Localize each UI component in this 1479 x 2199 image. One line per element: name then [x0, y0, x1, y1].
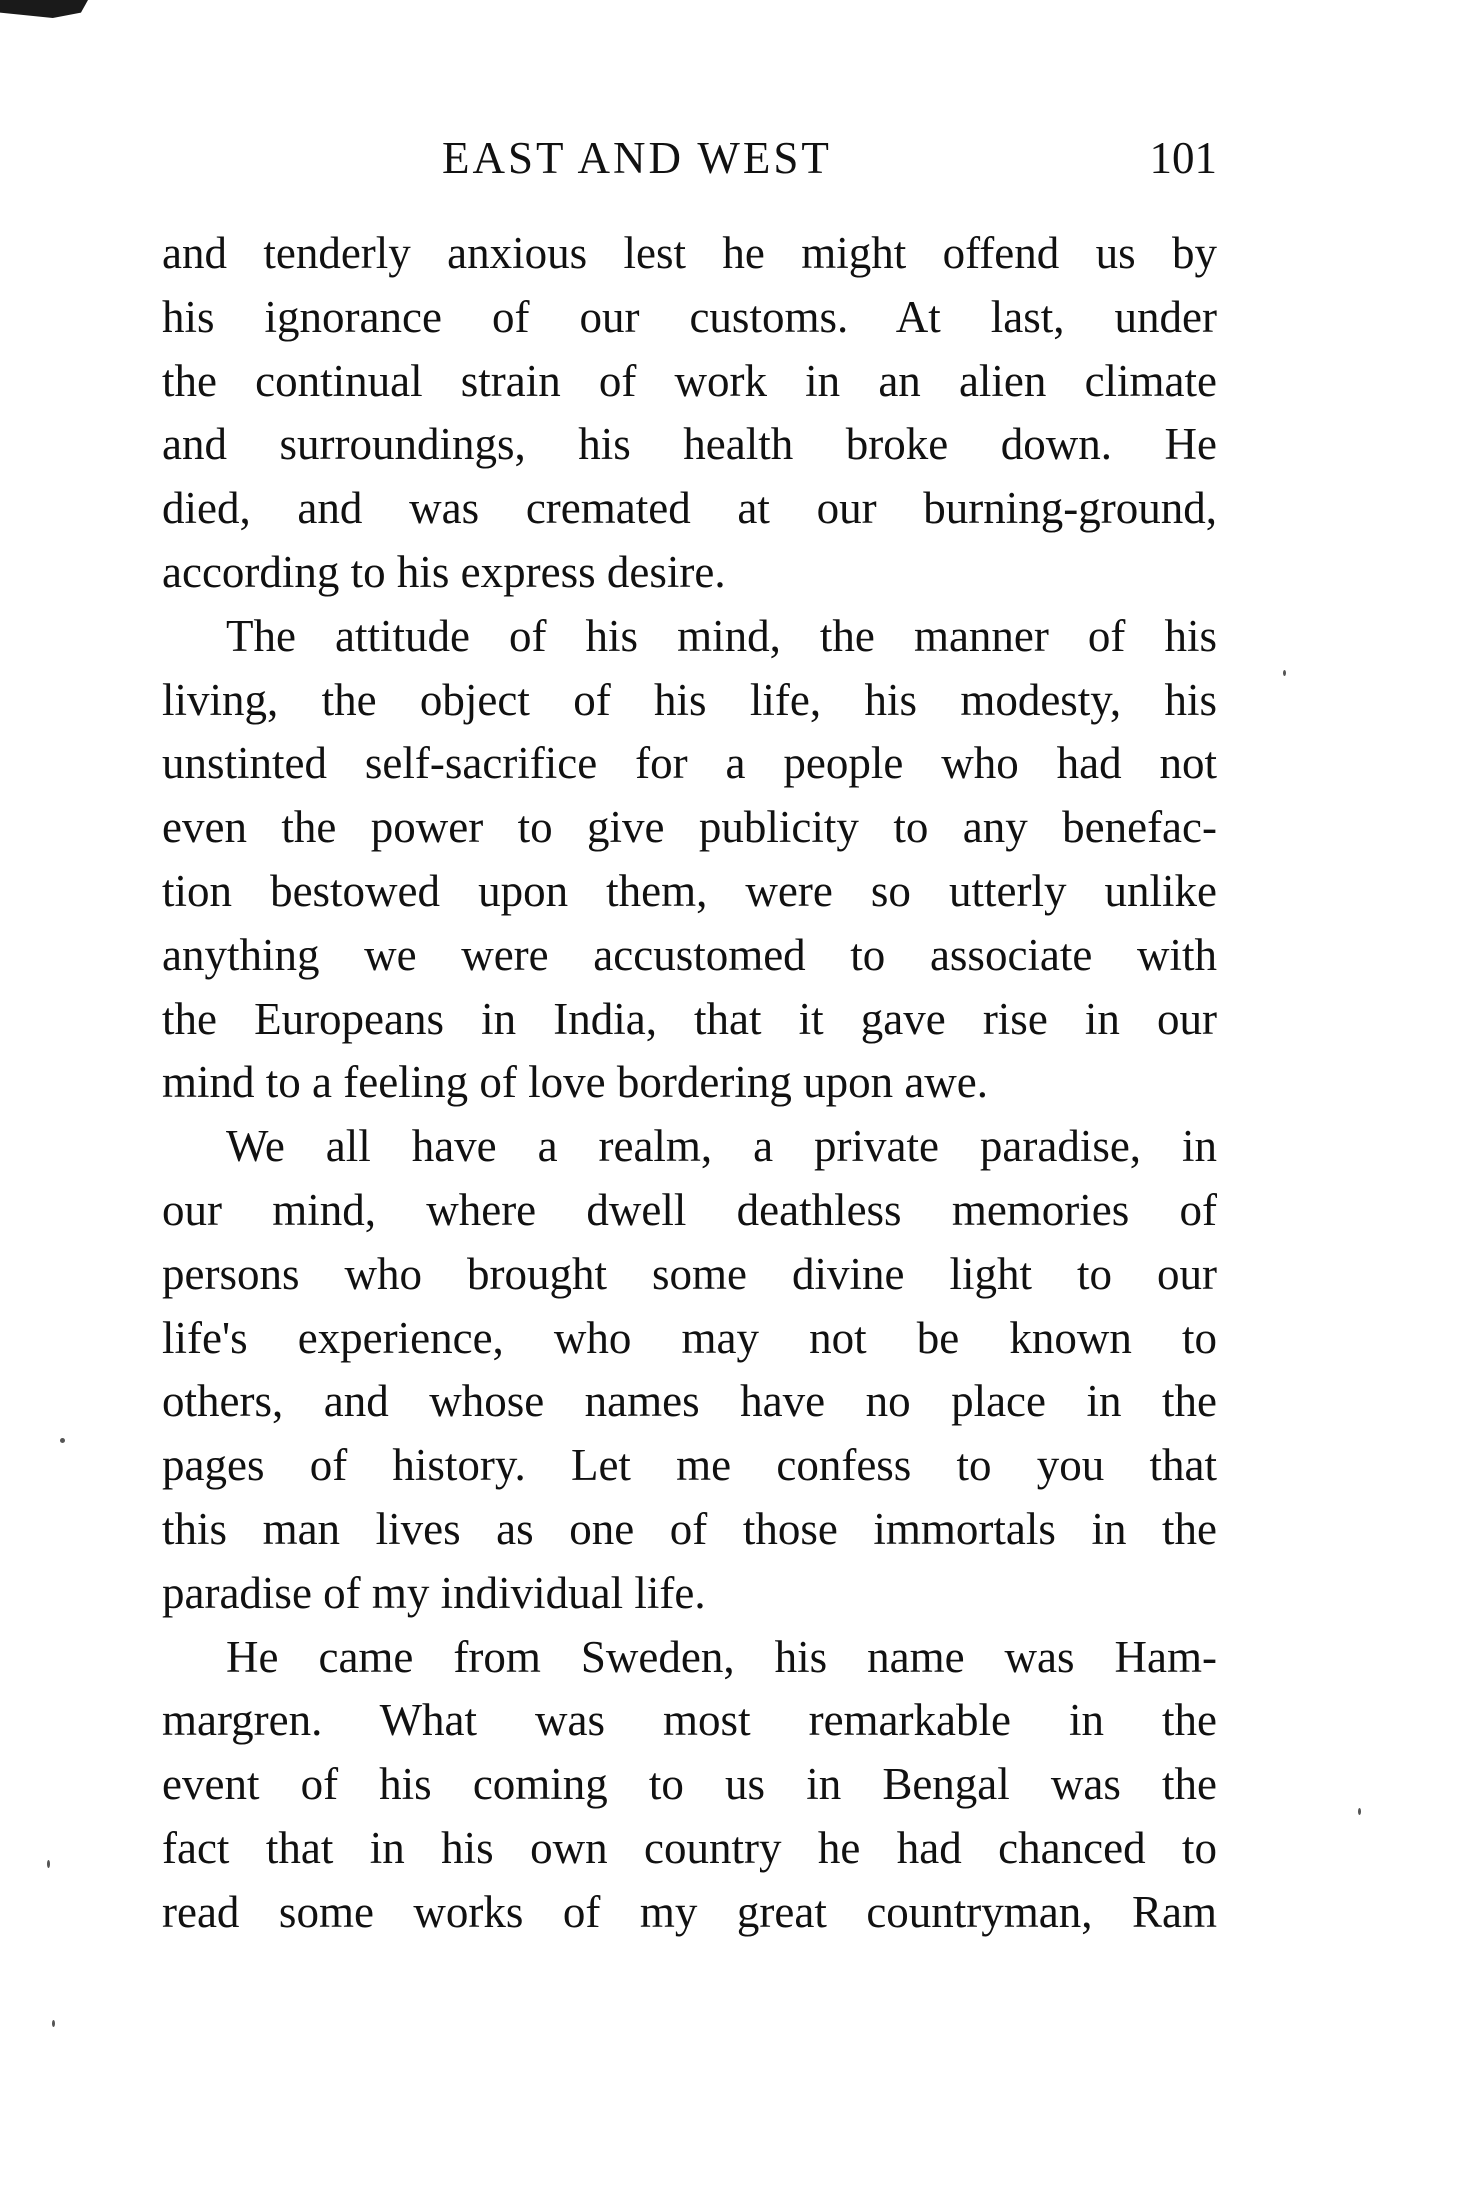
- scan-speck: [60, 1438, 65, 1443]
- paragraph-4: [162, 1626, 1217, 1945]
- scan-speck: [1283, 670, 1286, 676]
- text-line: tion bestowed upon them, were so utterly unlike: [162, 865, 1217, 916]
- paragraph-1: [162, 222, 1217, 605]
- text-line: paradise of my individual life.: [162, 1567, 706, 1618]
- text-line: pages of history. Let me confess to you that: [162, 1440, 1217, 1491]
- running-head: [162, 128, 1217, 188]
- text-line: and tenderly anxious lest he might offend us by: [162, 228, 1217, 278]
- text-line: event of his coming to us in Bengal was the: [162, 1759, 1217, 1810]
- paragraph-3: [162, 1115, 1217, 1625]
- running-title: EAST AND WEST: [442, 133, 832, 183]
- text-line: living, the object of his life, his modesty, his: [162, 674, 1217, 725]
- scan-speck: [52, 2020, 55, 2027]
- text-line: He came from Sweden, his name was Ham-: [226, 1631, 1217, 1682]
- text-line: read some works of my great countryman, Ram: [162, 1886, 1217, 1937]
- text-line: the Europeans in India, that it gave rise in our: [162, 993, 1217, 1044]
- paragraph-2: [162, 605, 1217, 1115]
- text-line: the continual strain of work in an alien climate: [162, 355, 1217, 406]
- text-line: We all have a realm, a private paradise, in: [226, 1121, 1217, 1172]
- text-line: persons who brought some divine light to our: [162, 1248, 1217, 1299]
- scan-speck: [47, 1860, 50, 1868]
- text-line: even the power to give publicity to any benefac-: [162, 802, 1217, 853]
- text-line: according to his express desire.: [162, 546, 726, 597]
- text-line: margren. What was most remarkable in the: [162, 1695, 1217, 1746]
- text-line: unstinted self-sacrifice for a people who had not: [162, 738, 1217, 789]
- text-line: died, and was cremated at our burning-ground,: [162, 483, 1217, 534]
- text-line: fact that in his own country he had chanced to: [162, 1822, 1217, 1873]
- text-line: The attitude of his mind, the manner of his: [226, 610, 1217, 661]
- page-number: 101: [1149, 133, 1217, 183]
- text-line: life's experience, who may not be known to: [162, 1312, 1217, 1363]
- text-line: anything we were accustomed to associate with: [162, 929, 1217, 980]
- text-line: and surroundings, his health broke down. He: [162, 419, 1217, 470]
- text-line: his ignorance of our customs. At last, under: [162, 291, 1217, 342]
- scan-corner-mark: [0, 0, 88, 18]
- body-text: [162, 222, 1217, 1945]
- text-line: mind to a feeling of love bordering upon awe.: [162, 1057, 989, 1108]
- text-line: others, and whose names have no place in the: [162, 1376, 1217, 1427]
- text-line: this man lives as one of those immortals in the: [162, 1503, 1217, 1554]
- text-line: our mind, where dwell deathless memories of: [162, 1184, 1217, 1235]
- scan-speck: [1358, 1808, 1361, 1815]
